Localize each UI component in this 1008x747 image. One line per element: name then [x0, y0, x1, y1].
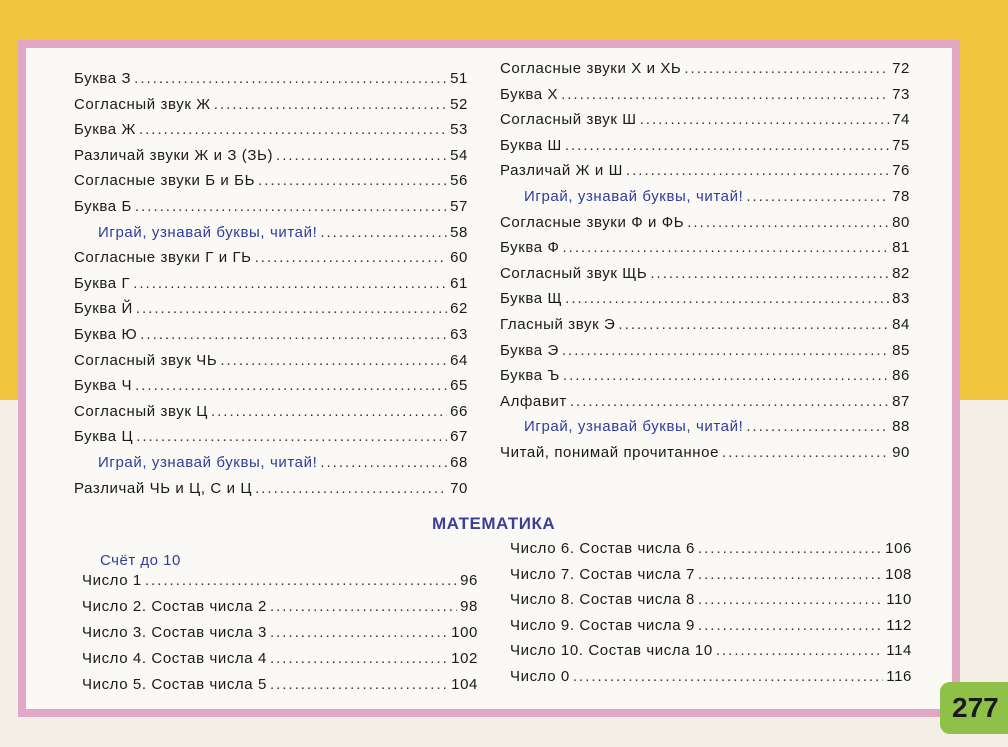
- dot-leader: [626, 162, 889, 179]
- toc-entry-page: 76: [892, 162, 910, 180]
- toc-right-column: [500, 60, 910, 500]
- toc-entry-page: 68: [450, 454, 468, 471]
- toc-entry-page: 74: [892, 111, 910, 129]
- toc-entry: [500, 342, 910, 359]
- toc-entry-title: Согласный звук Ц: [74, 402, 208, 420]
- toc-entry-page: 52: [450, 95, 468, 113]
- toc-entry-title: Число 3. Состав числа 3: [82, 624, 267, 641]
- toc-entry-page: 75: [892, 136, 910, 154]
- toc-entry-page: 63: [450, 326, 468, 343]
- toc-entry: [500, 290, 910, 307]
- toc-entry-page: 80: [892, 213, 910, 231]
- dot-leader: [211, 403, 447, 420]
- toc-entry: [74, 147, 468, 164]
- toc-entry-title: Согласные звуки Х и ХЬ: [500, 60, 682, 77]
- toc-entry-page: 85: [892, 341, 910, 359]
- toc-entry-title: Число 7. Состав числа 7: [510, 565, 695, 583]
- dot-leader: [570, 393, 889, 410]
- toc-entry: [74, 403, 468, 420]
- toc-entry-title: Буква Ъ: [500, 367, 560, 385]
- toc-entry: [74, 70, 468, 87]
- dot-leader: [139, 121, 447, 138]
- right-color-band: [960, 0, 1008, 400]
- toc-entry-page: 56: [450, 172, 468, 190]
- dot-leader: [565, 137, 889, 154]
- toc-entry-title: Играй, узнавай буквы, читай!: [98, 223, 318, 241]
- dot-leader: [562, 342, 889, 359]
- dot-leader: [722, 444, 889, 461]
- toc-entry-page: 98: [460, 598, 478, 615]
- dot-leader: [135, 377, 447, 394]
- math-right-column: [510, 540, 912, 700]
- toc-entry: [82, 624, 478, 641]
- toc-entry-title: Число 10. Состав числа 10: [510, 642, 713, 660]
- toc-entry-title: Число 2. Состав числа 2: [82, 598, 267, 615]
- toc-entry-page: 67: [450, 428, 468, 446]
- dot-leader: [134, 70, 447, 87]
- toc-entry: [74, 428, 468, 445]
- toc-entry-title: Согласные звуки Г и ГЬ: [74, 249, 252, 267]
- toc-entry-title: Буква Ф: [500, 239, 560, 257]
- toc-entry-page: 73: [892, 85, 910, 103]
- math-subheading: Счёт до 10: [100, 552, 181, 569]
- toc-entry: [500, 162, 910, 179]
- toc-entry: [500, 444, 910, 461]
- toc-entry-title: Число 0: [510, 668, 570, 685]
- dot-leader: [320, 454, 447, 471]
- toc-entry-page: 112: [886, 616, 912, 634]
- dot-leader: [565, 290, 889, 307]
- dot-leader: [561, 86, 889, 103]
- toc-entry: [74, 249, 468, 266]
- toc-entry-title: Различай ЧЬ и Ц, С и Ц: [74, 479, 253, 497]
- toc-entry: [500, 367, 910, 384]
- toc-entry-title: Согласный звук ЩЬ: [500, 264, 648, 282]
- toc-entry: [74, 121, 468, 138]
- toc-entry: [500, 393, 910, 410]
- toc-entry: [98, 224, 468, 241]
- toc-entry-title: Буква Ш: [500, 136, 562, 154]
- toc-entry-page: 57: [450, 198, 468, 215]
- toc-entry: [510, 617, 912, 634]
- toc-entry-title: Буква Ч: [74, 377, 133, 395]
- toc-entry: [74, 300, 468, 317]
- dot-leader: [698, 617, 883, 634]
- toc-entry-page: 116: [886, 668, 912, 685]
- dot-leader: [716, 642, 883, 659]
- toc-entry-title: Согласный звук Ж: [74, 95, 211, 113]
- toc-entry: [82, 650, 478, 667]
- toc-entry-title: Согласные звуки Б и БЬ: [74, 172, 256, 190]
- toc-entry-page: 54: [450, 146, 468, 164]
- dot-leader: [145, 572, 457, 589]
- dot-leader: [270, 598, 457, 615]
- toc-entry-title: Буква Б: [74, 198, 132, 215]
- dot-leader: [618, 316, 889, 333]
- toc-entry-page: 102: [451, 650, 478, 667]
- top-color-band: [0, 0, 1008, 44]
- toc-entry: [82, 572, 478, 589]
- dot-leader: [270, 676, 448, 693]
- dot-leader: [255, 480, 447, 497]
- toc-entry: [510, 540, 912, 557]
- toc-entry: [500, 111, 910, 128]
- toc-entry-title: Различай звуки Ж и З (ЗЬ): [74, 146, 274, 164]
- toc-entry: [74, 96, 468, 113]
- toc-entry: [510, 591, 912, 608]
- dot-leader: [270, 624, 448, 641]
- toc-entry: [74, 326, 468, 343]
- toc-entry: [500, 137, 910, 154]
- toc-entry-page: 64: [450, 351, 468, 369]
- toc-entry-page: 106: [885, 540, 912, 557]
- toc-entry: [82, 676, 478, 693]
- toc-entry-page: 104: [451, 676, 478, 693]
- toc-entry-page: 84: [892, 316, 910, 333]
- math-left-column: [82, 572, 478, 702]
- toc-entry: [500, 316, 910, 333]
- toc-entry-title: Согласные звуки Ф и ФЬ: [500, 213, 685, 231]
- dot-leader: [684, 60, 889, 77]
- toc-entry-title: Число 6. Состав числа 6: [510, 540, 695, 557]
- dot-leader: [650, 265, 889, 282]
- toc-entry-page: 62: [450, 300, 468, 318]
- toc-entry: [74, 198, 468, 215]
- toc-entry-page: 100: [451, 624, 478, 641]
- toc-entry: [74, 377, 468, 394]
- dot-leader: [276, 147, 447, 164]
- toc-entry: [82, 598, 478, 615]
- dot-leader: [133, 275, 447, 292]
- dot-leader: [698, 566, 882, 583]
- toc-entry-title: Число 1: [82, 572, 142, 589]
- dot-leader: [698, 540, 882, 557]
- toc-entry-page: 78: [892, 188, 910, 205]
- toc-entry-page: 83: [892, 290, 910, 308]
- toc-entry-title: Играй, узнавай буквы, читай!: [524, 418, 744, 436]
- dot-leader: [563, 239, 890, 256]
- toc-entry-title: Число 8. Состав числа 8: [510, 591, 695, 609]
- toc-entry-page: 65: [450, 377, 468, 395]
- toc-entry: [98, 454, 468, 471]
- toc-entry-page: 110: [886, 591, 912, 609]
- dot-leader: [640, 111, 889, 128]
- toc-entry-title: Алфавит: [500, 392, 567, 410]
- toc-entry-page: 86: [892, 367, 910, 385]
- toc-entry-title: Число 5. Состав числа 5: [82, 676, 267, 693]
- toc-entry-title: Согласный звук ЧЬ: [74, 351, 218, 369]
- math-heading: МАТЕМАТИКА: [432, 514, 556, 533]
- dot-leader: [573, 668, 883, 685]
- dot-leader: [136, 300, 447, 317]
- toc-entry-title: Играй, узнавай буквы, читай!: [98, 454, 318, 471]
- dot-leader: [270, 650, 448, 667]
- toc-entry-title: Различай Ж и Ш: [500, 162, 623, 180]
- toc-entry-page: 72: [892, 60, 910, 77]
- toc-entry-page: 88: [892, 418, 910, 436]
- toc-entry: [510, 642, 912, 659]
- toc-entry: [510, 566, 912, 583]
- dot-leader: [220, 352, 447, 369]
- toc-entry-page: 66: [450, 402, 468, 420]
- toc-entry-title: Буква Э: [500, 341, 559, 359]
- page-number-badge: 277: [940, 682, 1008, 734]
- toc-entry-page: 108: [885, 565, 912, 583]
- toc-entry: [74, 352, 468, 369]
- toc-entry: [74, 275, 468, 292]
- dot-leader: [255, 249, 447, 266]
- dot-leader: [136, 428, 447, 445]
- toc-entry-page: 61: [450, 274, 468, 292]
- toc-entry-page: 87: [892, 392, 910, 410]
- dot-leader: [746, 188, 889, 205]
- toc-entry: [74, 480, 468, 497]
- dot-leader: [320, 224, 447, 241]
- toc-entry-page: 51: [450, 70, 468, 87]
- toc-entry-title: Читай, понимай прочитанное: [500, 444, 720, 461]
- dot-leader: [140, 326, 447, 343]
- dot-leader: [214, 96, 447, 113]
- toc-entry-title: Буква Ц: [74, 428, 134, 446]
- toc-entry-page: 96: [460, 572, 478, 589]
- toc-entry-page: 58: [450, 223, 468, 241]
- toc-entry-title: Число 4. Состав числа 4: [82, 650, 267, 667]
- toc-left-column: [74, 70, 468, 510]
- toc-entry-page: 90: [892, 444, 910, 461]
- toc-entry-title: Буква З: [74, 70, 132, 87]
- toc-entry: [500, 60, 910, 77]
- toc-entry-page: 60: [450, 249, 468, 267]
- toc-entry: [510, 668, 912, 685]
- toc-entry: [500, 265, 910, 282]
- toc-entry-title: Число 9. Состав числа 9: [510, 616, 695, 634]
- toc-entry: [524, 188, 910, 205]
- dot-leader: [687, 214, 889, 231]
- toc-entry: [500, 86, 910, 103]
- contents-frame: [18, 40, 960, 717]
- toc-entry-title: Буква Щ: [500, 290, 563, 308]
- toc-entry-title: Буква Ю: [74, 326, 138, 343]
- toc-entry-title: Играй, узнавай буквы, читай!: [524, 188, 744, 205]
- toc-entry-title: Буква Й: [74, 300, 133, 318]
- toc-entry: [74, 172, 468, 189]
- dot-leader: [746, 418, 889, 435]
- toc-entry-title: Буква Г: [74, 274, 131, 292]
- dot-leader: [698, 591, 883, 608]
- toc-entry-title: Буква Ж: [74, 121, 136, 139]
- toc-entry: [524, 418, 910, 435]
- dot-leader: [135, 198, 447, 215]
- toc-entry-title: Согласный звук Ш: [500, 111, 637, 129]
- toc-entry-page: 114: [886, 642, 912, 660]
- toc-entry-page: 53: [450, 121, 468, 139]
- toc-entry-page: 82: [892, 264, 910, 282]
- toc-entry-title: Гласный звук Э: [500, 316, 616, 333]
- toc-entry-page: 70: [450, 479, 468, 497]
- toc-entry-page: 81: [892, 239, 910, 257]
- dot-leader: [563, 367, 889, 384]
- dot-leader: [258, 172, 447, 189]
- toc-entry: [500, 214, 910, 231]
- toc-entry: [500, 239, 910, 256]
- toc-entry-title: Буква Х: [500, 85, 559, 103]
